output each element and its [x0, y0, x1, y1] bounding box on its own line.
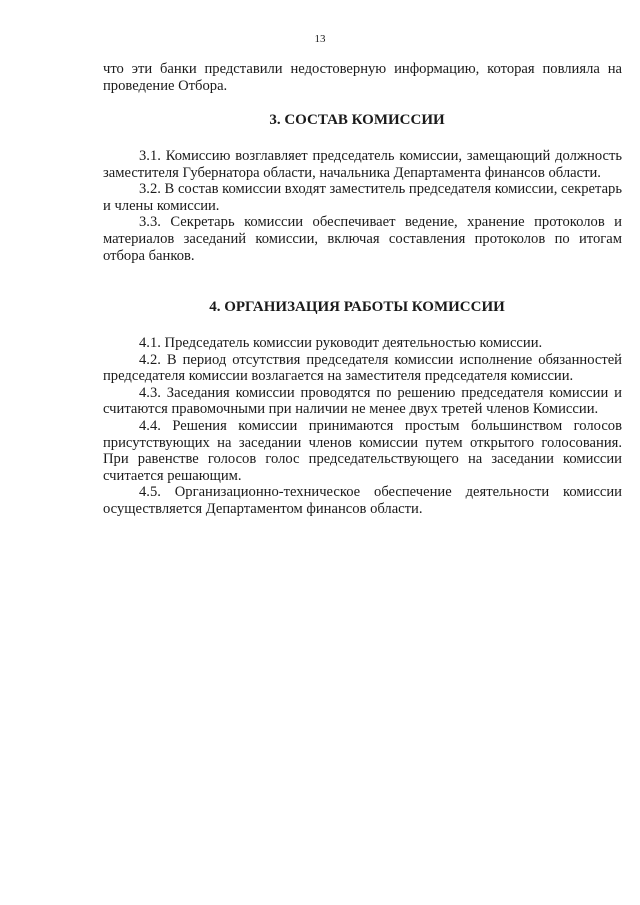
paragraph-4-1: 4.1. Председатель комиссии руководит деятельностью комиссии.: [139, 335, 543, 351]
section-3-heading: 3. СОСТАВ КОМИССИИ: [269, 112, 445, 128]
section-3-body: [103, 148, 622, 264]
paragraph-4-5: 4.5. Организационно-техническое обеспечение деятельности комиссии осуществляется Департаментом финансов области.: [103, 484, 622, 517]
paragraph-4-2: 4.2. В период отсутствия председателя комиссии исполнение обязанностей председателя комиссии возлагается на заместителя председателя комиссии.: [103, 351, 622, 385]
paragraph-4-3: 4.3. Заседания комиссии проводятся по решению председателя комиссии и считаются правомочными при наличии не менее двух третей членов Комиссии.: [103, 384, 622, 418]
page-number: 13: [314, 33, 326, 45]
continuation-block: [103, 61, 622, 94]
section-4-body: [103, 335, 622, 518]
paragraph-3-1: 3.1. Комиссию возглавляет председатель комиссии, замещающий должность заместителя Губернатора области, начальника Департамента финансов области.: [103, 148, 622, 181]
continuation-paragraph: что эти банки представили недостоверную информацию, которая повлияла на проведение Отбора.: [103, 61, 622, 94]
paragraph-3-3: 3.3. Секретарь комиссии обеспечивает ведение, хранение протоколов и материалов заседаний комиссии, включая составления протоколов по итогам отбора банков.: [103, 214, 622, 264]
paragraph-4-4: 4.4. Решения комиссии принимаются простым большинством голосов присутствующих на заседании членов комиссии путем открытого голосования. При равенстве голосов голос председательствующего на заседании комиссии считается решающим.: [103, 417, 622, 484]
paragraph-3-2: 3.2. В состав комиссии входят заместитель председателя комиссии, секретарь и члены комиссии.: [103, 181, 622, 214]
section-4-heading: 4. ОРГАНИЗАЦИЯ РАБОТЫ КОМИССИИ: [209, 299, 505, 315]
